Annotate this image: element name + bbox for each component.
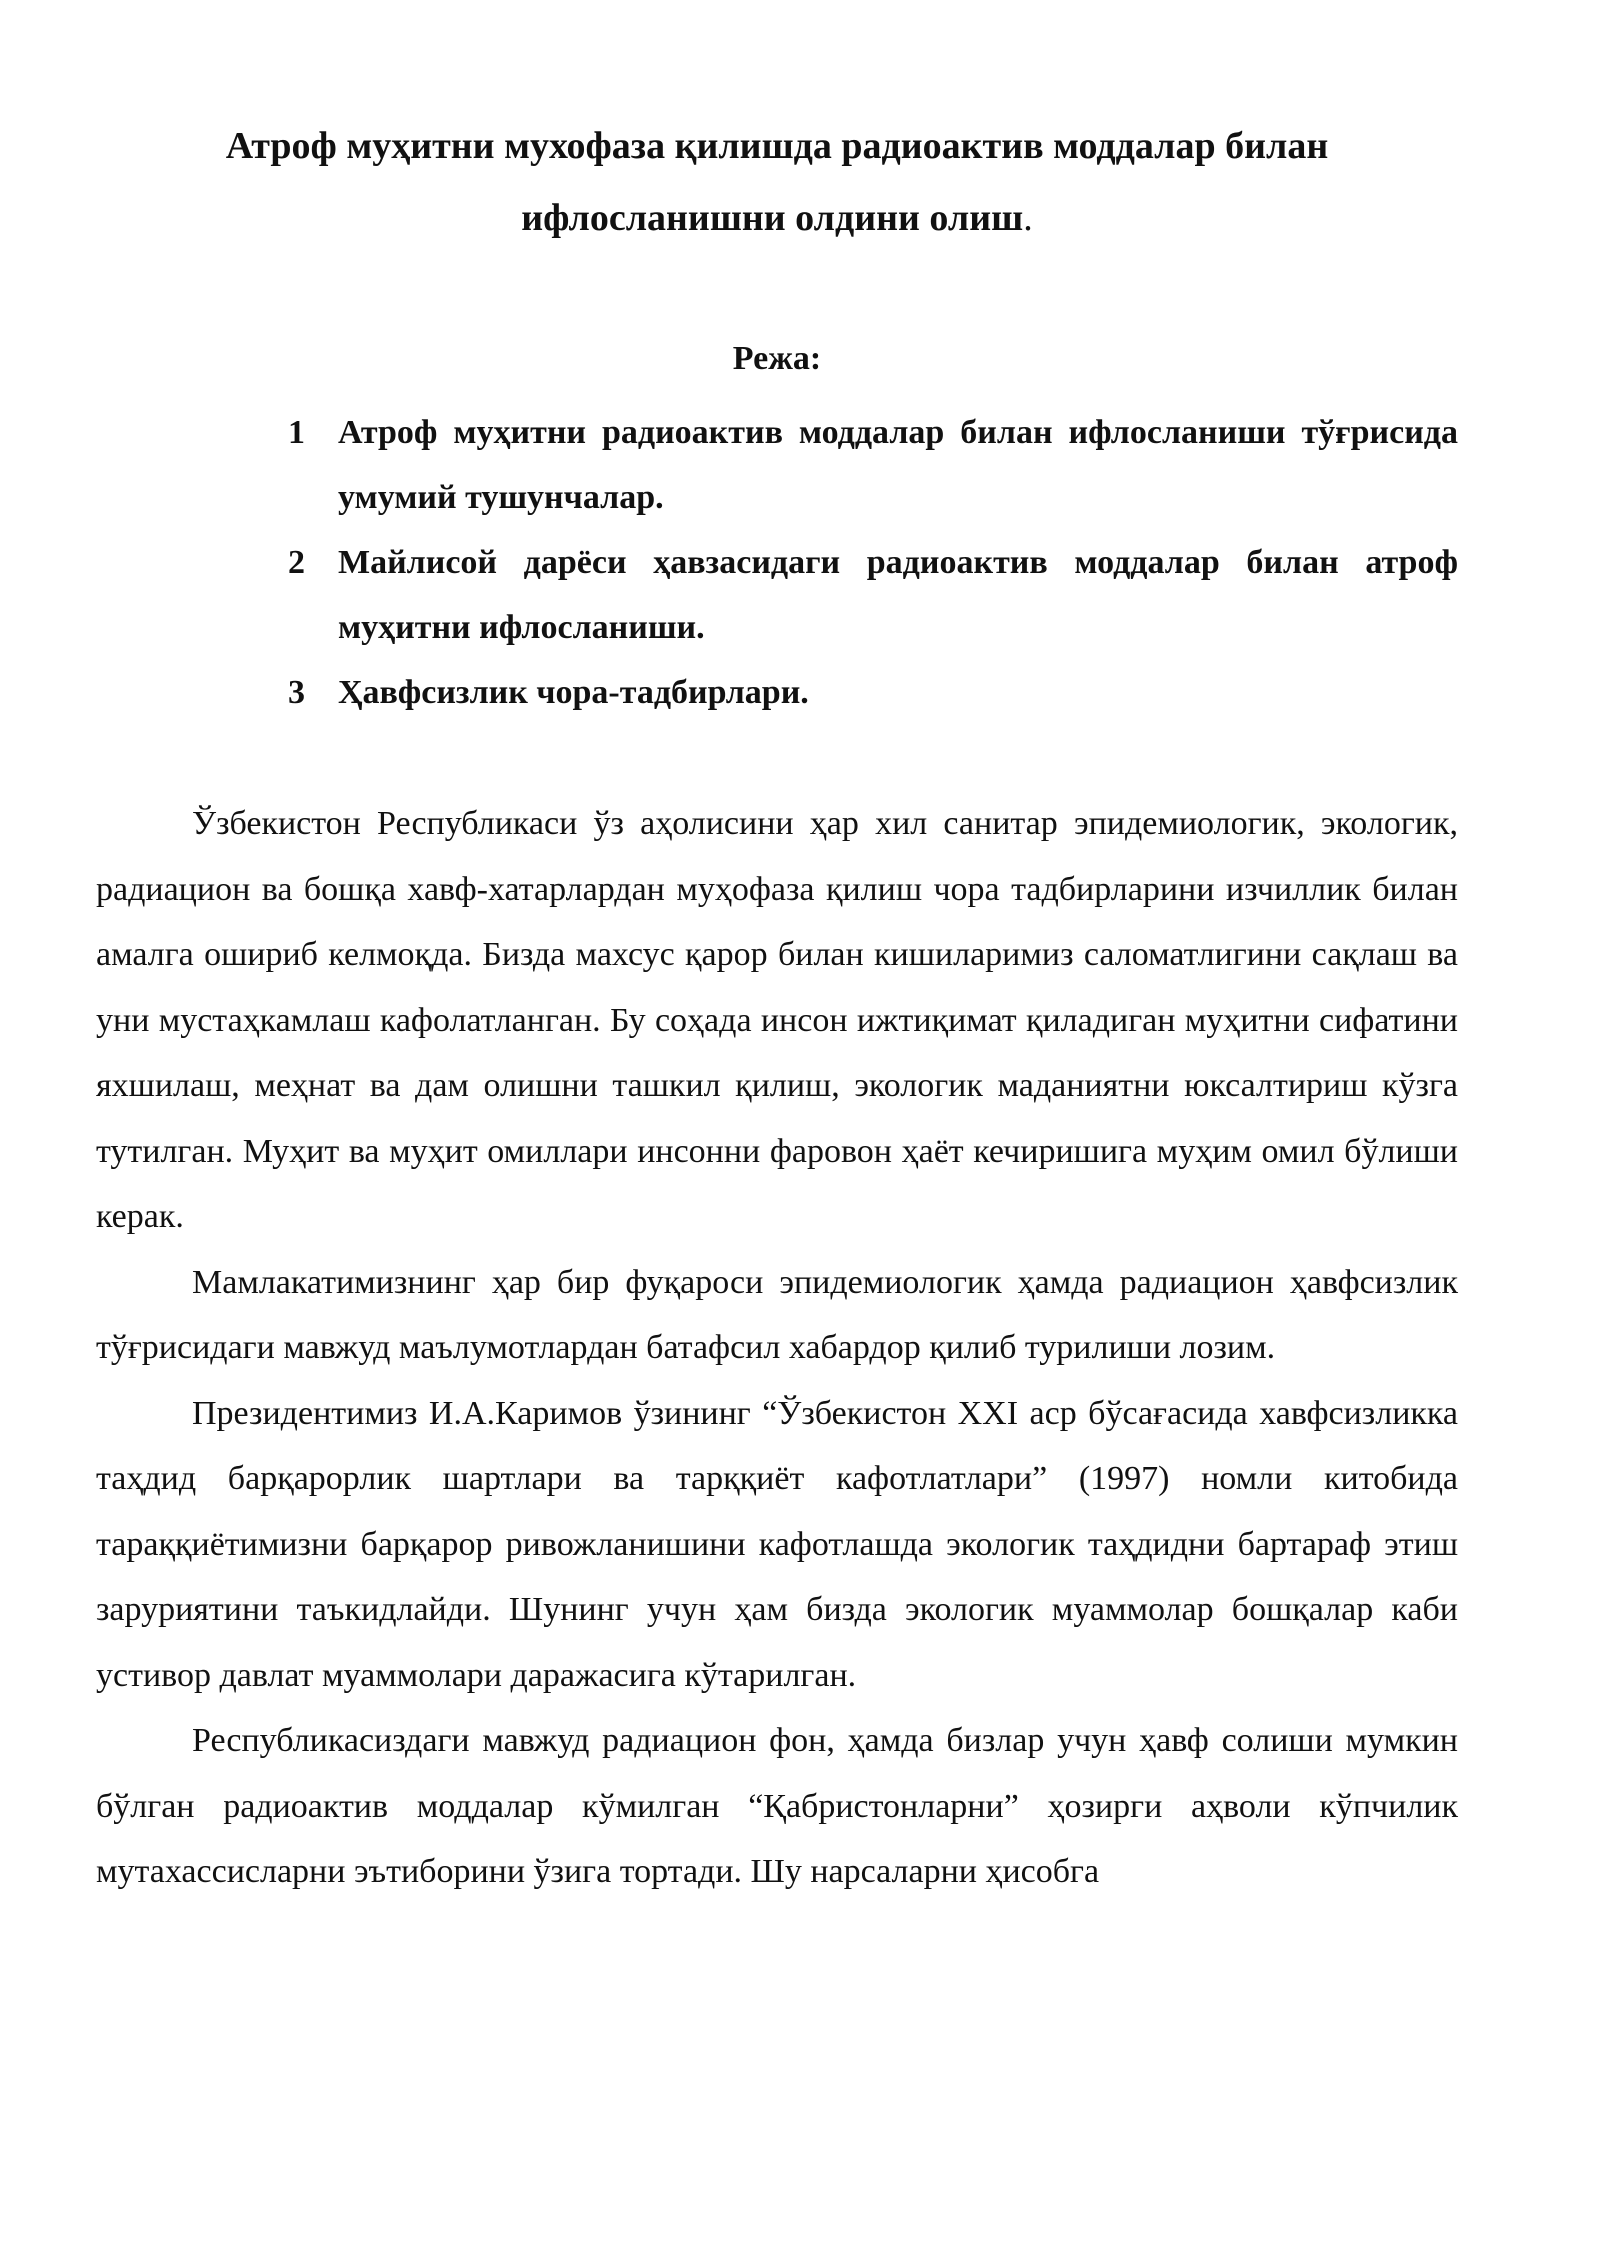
document-title-text: Атроф муҳитни мухофаза қилишда радиоактив моддалар билан ифлосланишни олдини олиш xyxy=(225,125,1329,239)
plan-item-number: 1 xyxy=(288,414,305,451)
plan-item-text: Майлисой дарёси ҳавзасидаги радиоактив моддалар билан атроф муҳитни ифлосланиши. xyxy=(338,544,1458,646)
plan-item-number: 2 xyxy=(288,544,305,581)
document-title-period: . xyxy=(1023,197,1033,239)
plan-item xyxy=(288,660,1458,725)
document-title xyxy=(96,110,1458,254)
plan-item-text: Ҳавфсизлик чора-тадбирлари. xyxy=(338,674,809,711)
plan-item-number: 3 xyxy=(288,674,305,711)
body-paragraph: Ўзбекистон Республикаси ўз аҳолисини ҳар хил санитар эпидемиологик, экологик, радиацион ва бошқа хавф-хатарлардан муҳофаза қилиш чора тадбирларини изчиллик билан амалга ошириб келмоқда. Бизда махсус қарор билан кишиларимиз саломатлигини сақлаш ва уни мустаҳкамлаш кафолатланган. Бу соҳада инсон ижтиқимат қиладиган муҳитни сифатини яхшилаш, меҳнат ва дам олишни ташкил қилиш, экологик маданиятни юксалтириш кўзга тутилган. Муҳит ва муҳит омиллари инсонни фаровон ҳаёт кечиришига муҳим омил бўлиши керак. xyxy=(96,805,1458,1235)
plan-list xyxy=(96,400,1458,725)
plan-item-text: Атроф муҳитни радиоактив моддалар билан ифлосланиши тўғрисида умумий тушунчалар. xyxy=(338,414,1458,516)
plan-item xyxy=(288,530,1458,660)
plan-item xyxy=(288,400,1458,530)
document-page xyxy=(96,110,1458,1905)
body-paragraph: Президентимиз И.А.Каримов ўзининг “Ўзбекистон XXI аср бўсағасида хавфсизликка таҳдид барқарорлик шартлари ва тарққиёт кафотлатлари” (1997) номли китобида тараққиётимизни барқарор ривожланишини кафотлашда экологик таҳдидни бартараф этиш заруриятини таъкидлайди. Шунинг учун ҳам бизда экологик муаммолар бошқалар каби устивор давлат муаммолари даражасига кўтарилган. xyxy=(96,1394,1458,1694)
document-body xyxy=(96,791,1458,1905)
body-paragraph: Мамлакатимизнинг ҳар бир фуқароси эпидемиологик ҳамда радиацион ҳавфсизлик тўғрисидаги мавжуд маълумотлардан батафсил хабардор қилиб турилиши лозим. xyxy=(96,1263,1458,1366)
body-paragraph: Республикасиздаги мавжуд радиацион фон, ҳамда бизлар учун ҳавф солиши мумкин бўлган радиоактив моддалар кўмилган “Қабристонларни” ҳозирги аҳволи кўпчилик мутахассисларни эътиборини ўзига тортади. Шу нарсаларни ҳисобга xyxy=(96,1722,1458,1890)
plan-heading: Режа: xyxy=(732,340,822,377)
